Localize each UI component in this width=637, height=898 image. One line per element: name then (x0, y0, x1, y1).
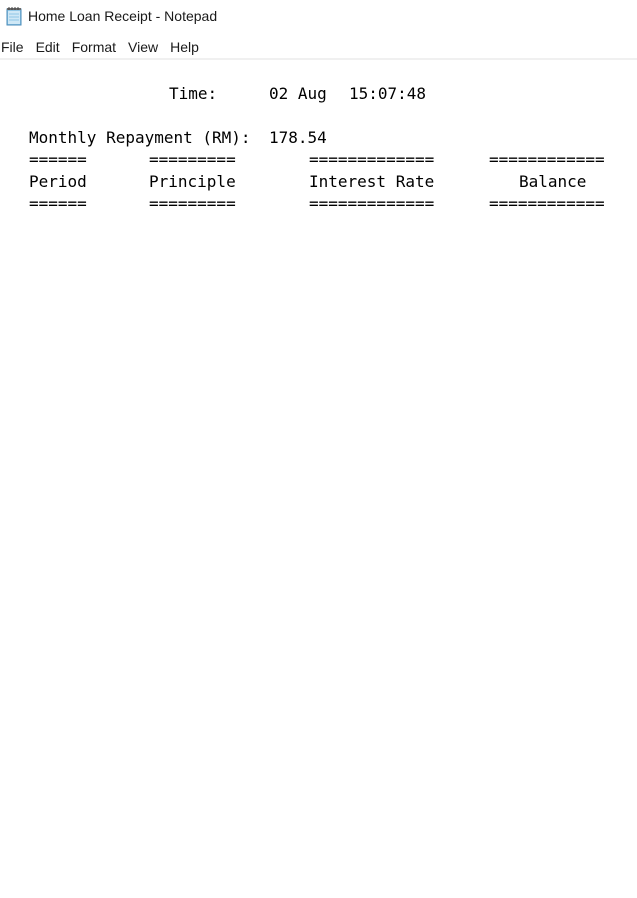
sep-balance: ============ (489, 150, 605, 169)
text-editor-area[interactable] (0, 60, 637, 898)
repayment-value: 178.54 (269, 128, 327, 147)
header-separator-bottom (0, 193, 605, 215)
menu-edit[interactable]: Edit (35, 39, 60, 55)
menu-bar (0, 36, 637, 58)
title-bar (0, 0, 637, 34)
menu-help[interactable]: Help (170, 39, 199, 55)
column-header-row (0, 171, 587, 193)
notepad-icon (6, 7, 22, 26)
column-header-balance: Balance (519, 172, 587, 191)
sep-principle: ========= (149, 150, 236, 169)
sep-period: ====== (29, 150, 87, 169)
repayment-label: Monthly Repayment (RM): (29, 128, 251, 147)
sep-interest: ============= (309, 150, 435, 169)
menu-file[interactable]: File (1, 39, 24, 55)
sep-period: ====== (29, 194, 87, 213)
time-clock: 15:07:48 (349, 84, 427, 103)
time-label: Time: (169, 84, 218, 103)
column-header-interest: Interest Rate (309, 172, 435, 191)
time-date: 02 Aug (269, 84, 327, 103)
header-separator-top (0, 149, 605, 171)
column-header-period: Period (29, 172, 87, 191)
window-title: Home Loan Receipt - Notepad (28, 8, 218, 24)
sep-balance: ============ (489, 194, 605, 213)
sep-principle: ========= (149, 194, 236, 213)
time-line (0, 83, 427, 105)
menu-view[interactable]: View (128, 39, 159, 55)
repayment-line (0, 127, 327, 149)
menu-format[interactable]: Format (71, 39, 117, 55)
column-header-principle: Principle (149, 172, 236, 191)
sep-interest: ============= (309, 194, 435, 213)
